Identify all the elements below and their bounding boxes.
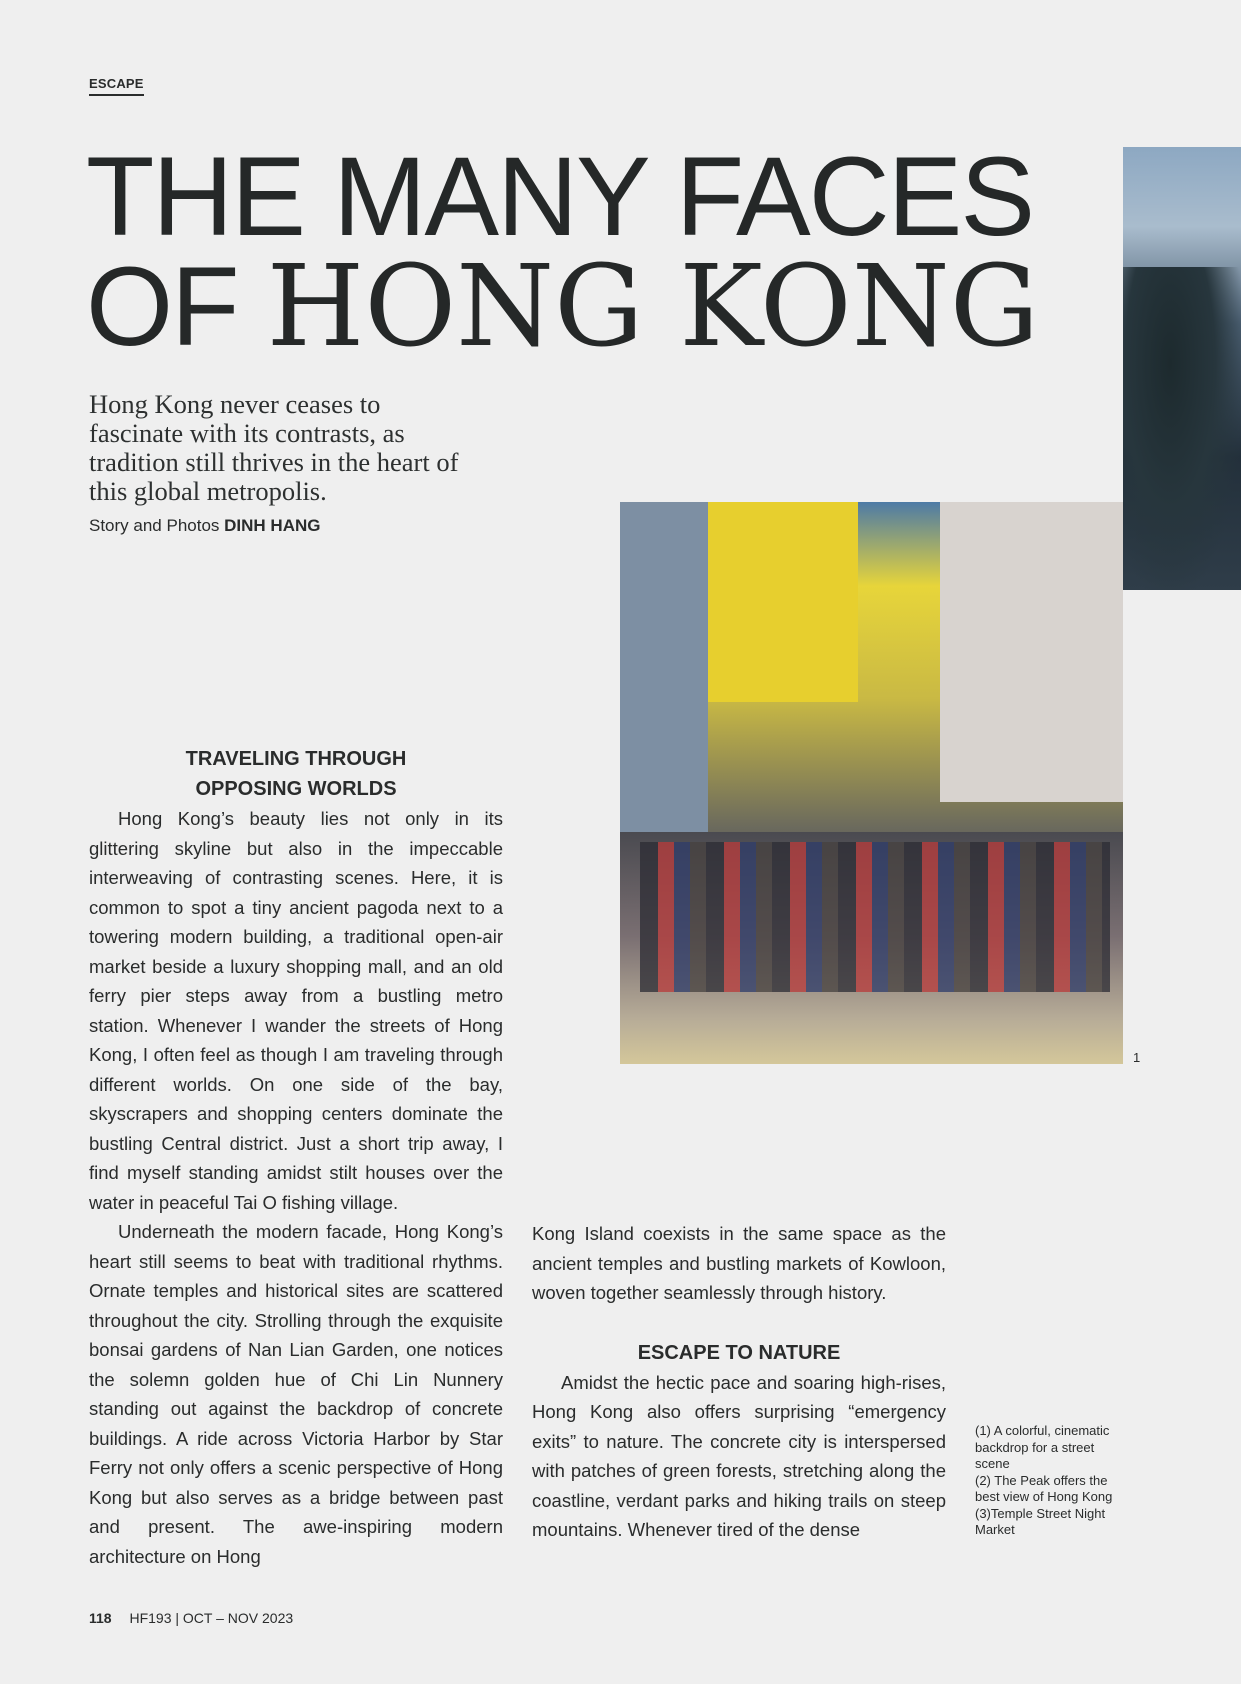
page-number: 118	[89, 1610, 112, 1626]
column-left	[89, 744, 503, 1571]
byline-prefix: Story and Photos	[89, 516, 220, 535]
section-heading-traveling	[89, 744, 503, 804]
photo-peak-view	[1123, 147, 1241, 590]
photo-captions	[975, 1423, 1125, 1539]
paragraph: Hong Kong’s beauty lies not only in its glittering skyline but also in the impeccable interweaving of contrasting scenes. Here, it is common to spot a tiny ancient pagoda next to a towering modern building, a traditional open-air market beside a luxury shopping mall, and an old ferry pier steps away from a bustling metro station. Whenever I wander the streets of Hong Kong, I often feel as though I am traveling through different worlds. On one side of the bay, skyscrapers and shopping centers dominate the bustling Central district. Just a short trip away, I find myself standing amidst stilt houses over the water in peaceful Tai O fishing village.	[89, 808, 503, 1213]
article-title	[86, 134, 1086, 372]
folio	[89, 1610, 293, 1626]
photo-street-scene	[620, 502, 1123, 1064]
photo-building-left	[620, 502, 708, 842]
caption-2: (2) The Peak offers the best view of Hong Kong	[975, 1472, 1113, 1504]
caption-1: (1) A colorful, cinematic backdrop for a street scene	[975, 1423, 1110, 1471]
photo-building-white	[940, 502, 1123, 802]
issue-info: HF193 | OCT – NOV 2023	[129, 1610, 294, 1626]
title-line-2	[86, 242, 1086, 372]
article-deck: Hong Kong never ceases to fascinate with its contrasts, as tradition still thrives in the heart of this global metropolis.	[89, 389, 459, 506]
heading-line-2: OPPOSING WORLDS	[195, 778, 397, 800]
paragraph: Underneath the modern facade, Hong Kong’s heart still seems to beat with traditional rhythms. Ornate temples and historical sites are scattered throughout the city. Strolling through the exquisite bonsai gardens of Nan Lian Garden, one notices the solemn golden hue of Chi Lin Nunnery standing out against the backdrop of concrete buildings. A ride across Victoria Harbor by Star Ferry not only offers a scenic perspective of Hong Kong but also serves as a bridge between past and present. The awe-inspiring modern architecture on Hong	[89, 1221, 503, 1567]
section-tag: ESCAPE	[89, 76, 144, 96]
photo-building-yellow	[708, 502, 858, 702]
section-heading-nature: ESCAPE TO NATURE	[637, 1341, 841, 1364]
paragraph: Amidst the hectic pace and soaring high-rises, Hong Kong also offers surprising “emergency exits” to nature. The concrete city is interspersed with patches of green forests, stretching along the coastline, verdant parks and hiking trails on steep mountains. Whenever tired of the dense	[532, 1371, 946, 1540]
byline-author: DINH HANG	[224, 516, 321, 535]
paragraph-continued: Kong Island coexists in the same space as the ancient temples and bustling markets of Kowloon, woven together seamlessly through history.	[532, 1223, 946, 1303]
photo-crowd	[640, 842, 1110, 992]
title-script: HONG KONG	[266, 242, 1040, 372]
column-right	[532, 1219, 946, 1545]
caption-3: (3)Temple Street Night Market	[975, 1505, 1106, 1537]
photo-tree-silhouette	[1123, 267, 1241, 590]
heading-line-1: TRAVELING THROUGH	[185, 748, 407, 770]
title-prefix: OF	[86, 244, 238, 369]
title-line-1: THE MANY FACES	[86, 134, 1034, 259]
photo-number: 1	[1133, 1050, 1141, 1065]
byline	[89, 516, 321, 536]
